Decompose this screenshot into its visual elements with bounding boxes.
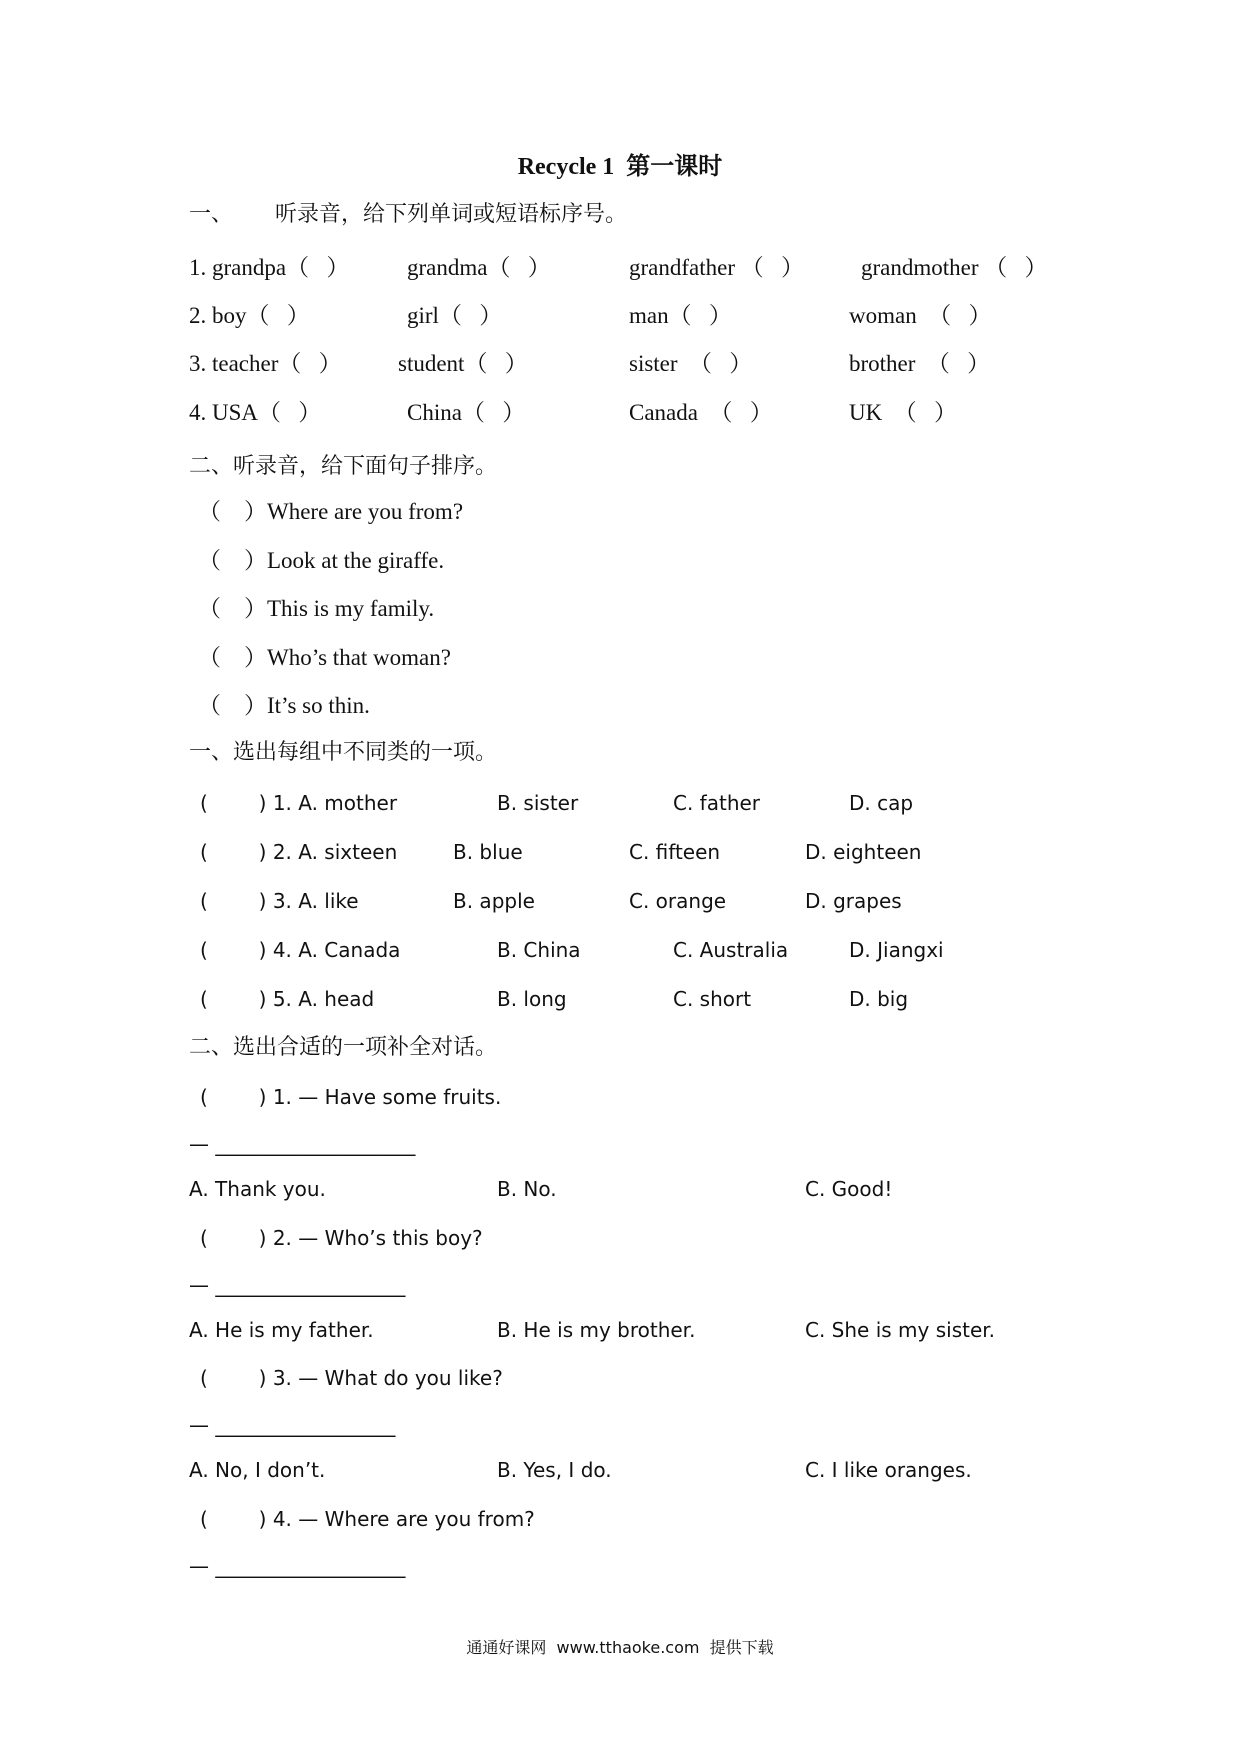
option-item: D. big <box>849 987 909 1011</box>
option-item: B. apple <box>453 889 535 913</box>
page-title: Recycle 1 第一课时 <box>517 154 723 180</box>
option-item: B. blue <box>453 840 523 864</box>
option-item: C. Good! <box>805 1177 893 1201</box>
question-item: ( ) 3. A. like <box>200 889 359 913</box>
dialogue-question: ( ) 4. — Where are you from? <box>200 1507 535 1531</box>
option-item: B. Yes, I do. <box>497 1458 612 1482</box>
word-item: brother （ ） <box>849 351 991 376</box>
section2-heading: 二、听录音，给下面句子排序。 <box>189 454 498 479</box>
dialogue-question: ( ) 3. — What do you like? <box>200 1366 503 1390</box>
option-item: C. Australia <box>673 938 789 962</box>
answer-blank: — ___________________ <box>189 1273 406 1297</box>
sentence-item: （ ）This is my family. <box>198 596 435 621</box>
word-item: China（ ） <box>407 400 526 425</box>
word-item: 2. boy（ ） <box>189 303 310 328</box>
sentence-item: （ ）Look at the giraffe. <box>198 548 445 573</box>
option-item: B. No. <box>497 1177 557 1201</box>
question-item: ( ) 2. A. sixteen <box>200 840 398 864</box>
option-item: C. I like oranges. <box>805 1458 972 1482</box>
answer-blank: — ___________________ <box>189 1554 406 1578</box>
word-item: girl（ ） <box>407 303 503 328</box>
footer-text: 通通好课网 www.tthaoke.com 提供下载 <box>466 1638 774 1657</box>
word-item: 3. teacher（ ） <box>189 351 342 376</box>
sentence-item: （ ）Where are you from? <box>198 499 464 524</box>
question-item: ( ) 1. A. mother <box>200 791 398 815</box>
section3-heading: 一、选出每组中不同类的一项。 <box>189 740 498 765</box>
option-item: C. orange <box>629 889 727 913</box>
word-item: grandma（ ） <box>407 255 551 280</box>
word-item: Canada （ ） <box>629 400 773 425</box>
option-item: A. He is my father. <box>189 1318 374 1342</box>
option-item: D. eighteen <box>805 840 922 864</box>
word-item: UK （ ） <box>849 400 957 425</box>
option-item: A. Thank you. <box>189 1177 326 1201</box>
word-item: grandmother （ ） <box>861 255 1048 280</box>
option-item: C. father <box>673 791 761 815</box>
section4-heading: 二、选出合适的一项补全对话。 <box>189 1035 498 1060</box>
answer-blank: — ____________________ <box>189 1132 416 1156</box>
dialogue-question: ( ) 2. — Who’s this boy? <box>200 1226 483 1250</box>
option-item: C. fifteen <box>629 840 721 864</box>
option-item: C. short <box>673 987 752 1011</box>
sentence-item: （ ）It’s so thin. <box>198 693 370 718</box>
option-item: D. cap <box>849 791 914 815</box>
option-item: B. sister <box>497 791 579 815</box>
word-item: sister （ ） <box>629 351 753 376</box>
question-item: ( ) 4. A. Canada <box>200 938 401 962</box>
section1-heading: 一、 听录音，给下列单词或短语标序号。 <box>189 202 627 227</box>
word-item: man（ ） <box>629 303 732 328</box>
option-item: B. He is my brother. <box>497 1318 696 1342</box>
option-item: B. China <box>497 938 581 962</box>
option-item: D. Jiangxi <box>849 938 944 962</box>
sentence-item: （ ）Who’s that woman? <box>198 645 451 670</box>
dialogue-question: ( ) 1. — Have some fruits. <box>200 1085 502 1109</box>
option-item: A. No, I don’t. <box>189 1458 326 1482</box>
option-item: B. long <box>497 987 567 1011</box>
option-item: C. She is my sister. <box>805 1318 996 1342</box>
word-item: woman （ ） <box>849 303 992 328</box>
word-item: student（ ） <box>398 351 528 376</box>
word-item: grandfather （ ） <box>629 255 804 280</box>
question-item: ( ) 5. A. head <box>200 987 375 1011</box>
option-item: D. grapes <box>805 889 902 913</box>
answer-blank: — __________________ <box>189 1413 396 1437</box>
word-item: 1. grandpa（ ） <box>189 255 350 280</box>
word-item: 4. USA（ ） <box>189 400 322 425</box>
